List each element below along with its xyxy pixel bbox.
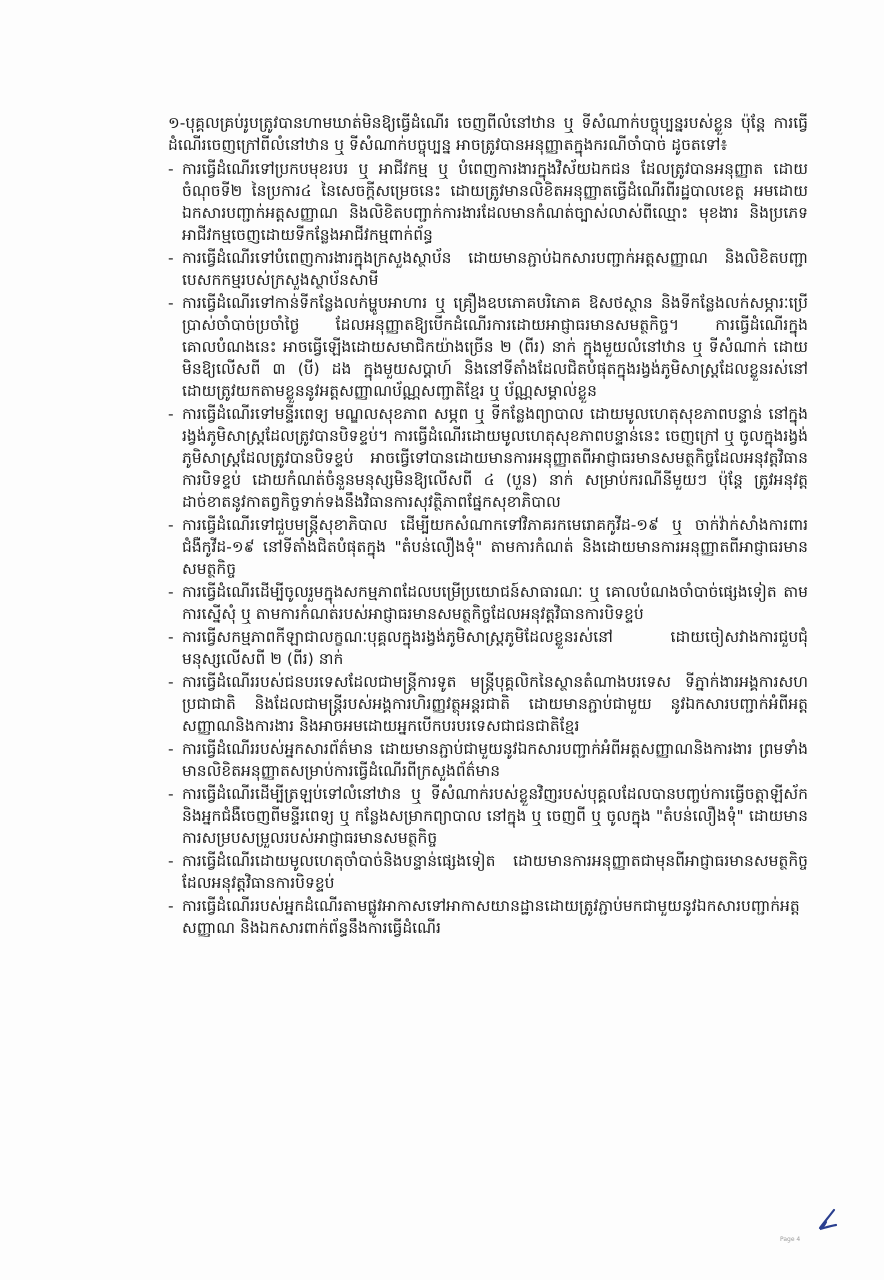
- dash-marker: -: [168, 740, 174, 758]
- dash-marker: -: [168, 249, 174, 267]
- exception-list: [168, 158, 808, 939]
- list-item-text: ការធ្វើដំណើរទៅប្រកបមុខរបរ ឬ អាជីវកម្ម ឬ បំពេញការងារក្នុងវិស័យឯកជន ដែលត្រូវបានអនុញ្ញាត ដោយចំណុចទី២ នៃប្រការ៤ នៃសេចក្តីសម្រេចនេះ ដោយត្រូវមានលិខិតអនុញ្ញាតធ្វើដំណើរពីរដ្ឋបាលខេត្ត អមដោយឯកសារបញ្ជាក់អត្តសញ្ញាណ និងលិខិតបញ្ជាក់ការងារដែលមានកំណត់ច្បាស់លាស់ពីឈ្មោះ មុខងារ និងប្រភេទអាជីវកម្មចេញដោយទីកន្លែងអាជីវកម្មពាក់ព័ន្ធ: [182, 160, 808, 244]
- intro-paragraph: ១-បុគ្គលគ្រប់រូបត្រូវបានហាមឃាត់មិនឱ្យធ្វើដំណើរ ចេញពីលំនៅឋាន ឬ ទីសំណាក់បច្ចុប្បន្នរបស់ខ្លួន ប៉ុន្តែ ការធ្វើដំណើរចេញក្រៅពីលំនៅឋាន ឬ ទីសំណាក់បច្ចុប្បន្ន អាចត្រូវបានអនុញ្ញាតក្នុងករណីចាំបាច់ ដូចតទៅ៖: [168, 114, 808, 154]
- list-item: [168, 514, 808, 580]
- dash-marker: -: [168, 628, 174, 646]
- list-item: [168, 158, 808, 246]
- dash-marker: -: [168, 516, 174, 534]
- list-item: [168, 783, 808, 849]
- list-item-text: ការធ្វើសកម្មភាពកីឡាជាលក្ខណៈបុគ្គលក្នុងរង្វង់ភូមិសាស្ត្រភូមិដែលខ្លួនរស់នៅ ដោយចៀសវាងការជួបជុំមនុស្សលើសពី ២ (ពីរ) នាក់: [182, 628, 808, 668]
- list-item-text: ការធ្វើដំណើរទៅជួបមន្ត្រីសុខាភិបាល ដើម្បីយកសំណាកទៅវិភាគរកមេរោគកូវីដ-១៩ ឬ ចាក់វ៉ាក់សាំងការពារជំងឺកូវីដ-១៩ នៅទីតាំងជិតបំផុតក្នុង "តំបន់លឿងទុំ" តាមការកំណត់ និងដោយមានការអនុញ្ញាតពីអាជ្ញាធរមានសមត្ថកិច្ច: [182, 516, 808, 578]
- list-item: [168, 581, 808, 625]
- list-item-text: ការធ្វើដំណើរដើម្បីចូលរួមក្នុងសកម្មភាពដែលបម្រើប្រយោជន៍សាធារណៈ ឬ គោលបំណងចាំបាច់ផ្សេងទៀត តាមការស្នើសុំ ឬ តាមការកំណត់របស់អាជ្ញាធរមានសមត្ថកិច្ចដែលអនុវត្តវិធានការបិទខ្ទប់: [182, 583, 808, 623]
- list-item: [168, 292, 808, 402]
- list-item: [168, 850, 808, 894]
- dash-marker: -: [168, 294, 174, 312]
- signature-mark-icon: [814, 1204, 840, 1232]
- dash-marker: -: [168, 852, 174, 870]
- list-item: [168, 247, 808, 291]
- page-number: Page 4: [780, 1236, 801, 1243]
- dash-marker: -: [168, 897, 174, 915]
- list-item: [168, 895, 808, 939]
- list-item-text: ការធ្វើដំណើរទៅមន្ទីរពេទ្យ មណ្ឌលសុខភាព សម្ភព ឬ ទីកន្លែងព្យាបាល ដោយមូលហេតុសុខភាពបន្ទាន់ នៅក្នុងរង្វង់ភូមិសាស្ត្រដែលត្រូវបានបិទខ្ទប់។ ការធ្វើដំណើរដោយមូលហេតុសុខភាពបន្ទាន់នេះ ចេញក្រៅ ឬ ចូលក្នុងរង្វង់ភូមិសាស្ត្រដែលត្រូវបានបិទខ្ទប់ អាចធ្វើទៅបានដោយមានការអនុញ្ញាតពីអាជ្ញាធរមានសមត្ថកិច្ចដែលអនុវត្តវិធានការបិទខ្ទប់ ដោយកំណត់ចំនួនមនុស្សមិនឱ្យលើសពី ៤ (បួន) នាក់ សម្រាប់ករណីនីមួយៗ ប៉ុន្តែ ត្រូវអនុវត្តដាច់ខាតនូវកាតព្វកិច្ចទាក់ទងនឹងវិធានការសុវត្ថិភាពផ្នែកសុខាភិបាល: [182, 405, 808, 511]
- dash-marker: -: [168, 405, 174, 423]
- list-item-text: ការធ្វើដំណើរទៅកាន់ទីកន្លែងលក់ម្ហូបអាហារ ឬ គ្រឿងឧបភោគបរិភោគ ឱសថស្ថាន និងទីកន្លែងលក់សម្ភារៈប្រើប្រាស់ចាំបាច់ប្រចាំថ្ងៃ ដែលអនុញ្ញាតឱ្យបើកដំណើរការដោយអាជ្ញាធរមានសមត្ថកិច្ច។ ការធ្វើដំណើរក្នុងគោលបំណងនេះ អាចធ្វើឡើងដោយសមាជិកយ៉ាងច្រើន ២ (ពីរ) នាក់ ក្នុងមួយលំនៅឋាន ឬ ទីសំណាក់ ដោយមិនឱ្យលើសពី ៣ (បី) ដង ក្នុងមួយសប្តាហ៍ និងនៅទីតាំងដែលជិតបំផុតក្នុងរង្វង់ភូមិសាស្ត្រដែលខ្លួនរស់នៅ ដោយត្រូវយកតាមខ្លួននូវអត្តសញ្ញាណប័ណ្ណសញ្ជាតិខ្មែរ ឬ ប័ណ្ណសម្គាល់ខ្លួន: [182, 294, 808, 400]
- list-item: [168, 671, 808, 737]
- list-item: [168, 738, 808, 782]
- dash-marker: -: [168, 673, 174, 691]
- list-item-text: ការធ្វើដំណើររបស់អ្នកសារព័ត៌មាន ដោយមានភ្ជាប់ជាមួយនូវឯកសារបញ្ជាក់អំពីអត្តសញ្ញាណនិងការងារ ព្រមទាំងមានលិខិតអនុញ្ញាតសម្រាប់ការធ្វើដំណើរពីក្រសួងព័ត៌មាន: [182, 740, 808, 780]
- list-item-text: ការធ្វើដំណើររបស់ជនបរទេសដែលជាមន្ត្រីការទូត មន្ត្រីបុគ្គលិកនៃស្ថានតំណាងបរទេស ទីភ្នាក់ងារអង្គការសហប្រជាជាតិ និងដែលជាមន្ត្រីរបស់អង្គការហិរញ្ញវត្ថុអន្តរជាតិ ដោយមានភ្ជាប់ជាមួយ នូវឯកសារបញ្ជាក់អំពីអត្តសញ្ញាណនិងការងារ និងអាចអមដោយអ្នកបើកបរបរទេសជាជនជាតិខ្មែរ: [182, 673, 808, 735]
- list-item-text: ការធ្វើដំណើររបស់អ្នកដំណើរតាមផ្លូវអាកាសទៅអាកាសយានដ្ឋានដោយត្រូវភ្ជាប់មកជាមួយនូវឯកសារបញ្ជាក់អត្តសញ្ញាណ និងឯកសារពាក់ព័ន្ធនឹងការធ្វើដំណើរ: [182, 897, 800, 937]
- dash-marker: -: [168, 160, 174, 178]
- list-item-text: ការធ្វើដំណើរទៅបំពេញការងារក្នុងក្រសួងស្ថាប័ន ដោយមានភ្ជាប់ឯកសារបញ្ជាក់អត្តសញ្ញាណ និងលិខិតបញ្ជាបេសកកម្មរបស់ក្រសួងស្ថាប័នសាមី: [182, 249, 808, 289]
- list-item: [168, 403, 808, 513]
- list-item-text: ការធ្វើដំណើរដោយមូលហេតុចាំបាច់និងបន្ទាន់ផ្សេងទៀត ដោយមានការអនុញ្ញាតជាមុនពីអាជ្ញាធរមានសមត្ថកិច្ចដែលអនុវត្តវិធានការបិទខ្ទប់: [182, 852, 808, 892]
- document-body: [168, 112, 808, 940]
- dash-marker: -: [168, 785, 174, 803]
- list-item-text: ការធ្វើដំណើរដើម្បីត្រឡប់ទៅលំនៅឋាន ឬ ទីសំណាក់របស់ខ្លួនវិញរបស់បុគ្គលដែលបានបញ្ចប់ការធ្វើចត្តាឡីស័ក និងអ្នកជំងឺចេញពីមន្ទីរពេទ្យ ឬ កន្លែងសម្រាកព្យាបាល នៅក្នុង ឬ ចេញពី ឬ ចូលក្នុង "តំបន់លឿងទុំ" ដោយមានការសម្របសម្រួលរបស់អាជ្ញាធរមានសមត្ថកិច្ច: [182, 785, 808, 847]
- dash-marker: -: [168, 583, 174, 601]
- list-item: [168, 626, 808, 670]
